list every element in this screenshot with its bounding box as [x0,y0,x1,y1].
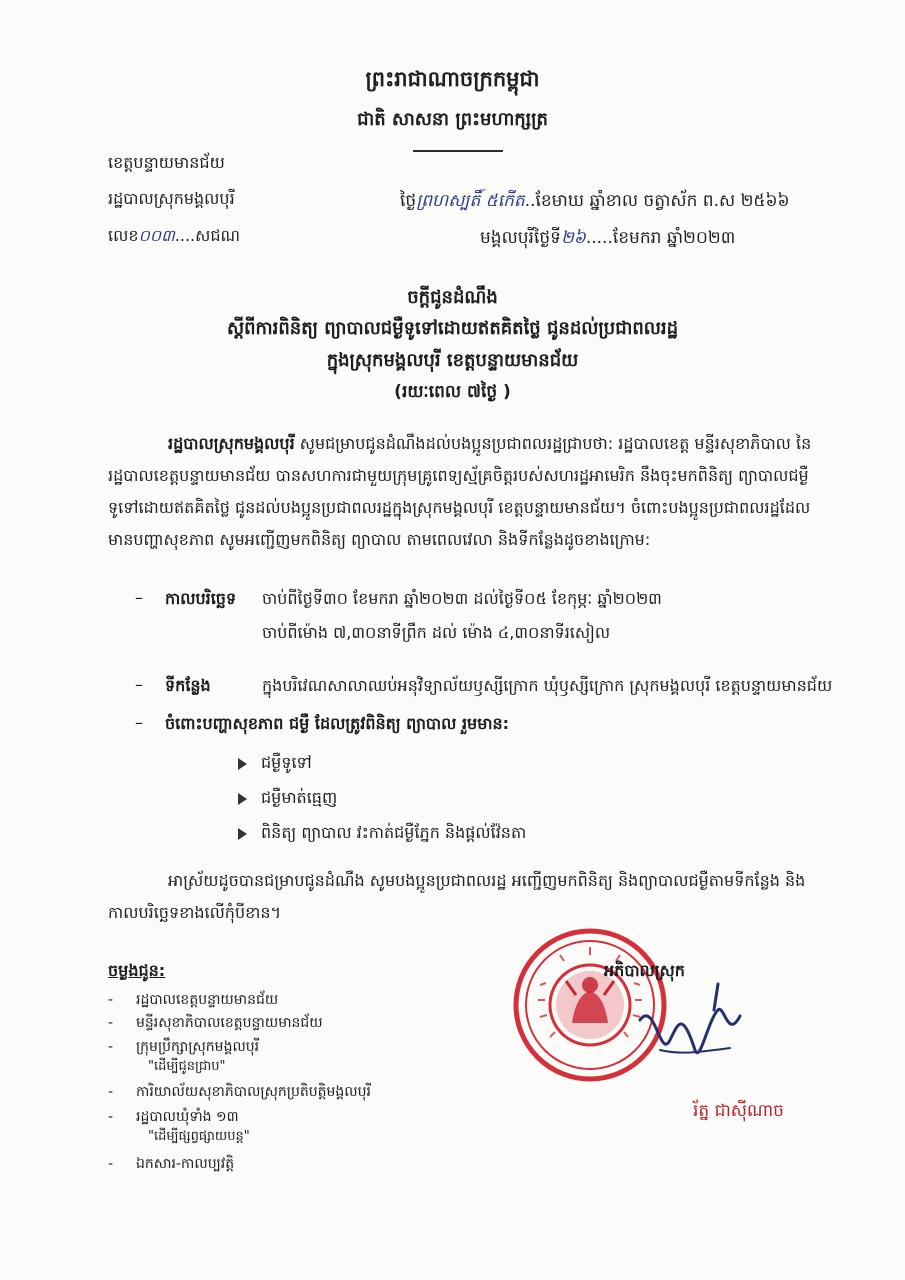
lunar-date-prefix: ថ្ងៃ [400,191,417,211]
problem-item: ជម្ងឺមាត់ធ្មេញ [238,787,337,811]
reference-handwritten: ០០៣ [138,226,175,245]
problems-label: ចំពោះបញ្ហាសុខភាព ជម្ងឺ ដែលត្រូវពិនិត្យ ព្យាបាល រួមមាន: [165,714,509,733]
cc-item: - រដ្ឋបាលខេត្តបន្ទាយមានជ័យ [108,992,279,1008]
dash-place: – [135,675,143,694]
cc-item: - ការិយាល័យសុខាភិបាលស្រុកប្រតិបត្តិមង្គលបុរី [108,1084,371,1100]
reference-prefix: លេខ [108,226,139,245]
signer-name: រ័ត្ន ជាស៊ីណាច [693,1101,784,1121]
notice-location: ក្នុងស្រុកមង្គលបុរី ខេត្តបន្ទាយមានជ័យ [326,350,579,371]
kingdom-heading: ព្រះរាជាណាចក្រកម្ពុជា [365,67,540,91]
header-divider [413,150,503,152]
cc-title: ចម្លងជូន: [108,961,166,980]
period-hours: ចាប់ពីម៉ោង ៧,៣០នាទីព្រឹក ដល់ ម៉ោង ៤,៣០នាទីរសៀល [262,623,611,642]
solar-date-prefix: មង្គលបុរីថ្ងៃទី [480,228,561,248]
dash-problems: – [135,713,143,732]
cc-note: "ដើម្បីផ្សព្វផ្សាយបន្ត" [148,1129,250,1144]
arrow-bullet-icon [238,793,247,805]
cc-note: "ដើម្បីជូនជ្រាប" [148,1059,226,1074]
place-label: ទីកន្លែង [165,676,211,695]
intro-paragraph [108,428,828,556]
cc-item: - មន្ទីរសុខាភិបាលខេត្តបន្ទាយមានជ័យ [108,1015,323,1031]
sender-district: រដ្ឋបាលស្រុកមង្គលបុរី [108,189,235,208]
cc-item: - រដ្ឋបាលឃុំទាំង ១៣ [108,1109,239,1125]
handwritten-signature-icon [600,980,750,1090]
notice-title: ចក្តីជូនដំណឹង [407,287,498,308]
lunar-date [400,190,790,215]
closing-paragraph: អាស្រ័យដូចបានជម្រាបជូនដំណឹង សូមបងប្អូនប្រជាពលរដ្ឋ អញ្ជើញមកពិនិត្យ និងព្យាបាលជម្ងឺតាមទីកន្លែង និងកាលបរិច្ឆេទខាងលើកុំបីខាន។ [108,871,806,922]
period-dates: ចាប់ពីថ្ងៃទី៣០ ខែមករា ឆ្នាំ២០២៣ ដល់ថ្ងៃទី០៥ ខែកុម្ភៈ ឆ្នាំ២០២៣ [262,589,662,608]
lunar-date-rest: ..ខែមាឃ ឆ្នាំខាល ចត្វាស័ក ព.ស ២៥៦៦ [524,191,790,211]
cc-item: - ក្រុមប្រឹក្សាស្រុកមង្គលបុរី [108,1039,260,1055]
notice-duration: (រយៈពេល ៧ថ្ងៃ ) [394,382,511,402]
arrow-bullet-icon [238,828,247,840]
reference-number [108,225,240,249]
notice-subject: ស្តីពីការពិនិត្យ ព្យាបាលជម្ងឺទូទៅដោយឥតគិតថ្លៃ ជូនដល់ប្រជាពលរដ្ឋ [226,318,679,339]
lunar-date-handwritten: ព្រហស្បតិ៍ ៥កើត [416,191,525,211]
problem-item: ជម្ងឺទូទៅ [238,752,312,776]
place-text: ក្នុងបរិវេណសាលាឈប់អនុវិទ្យាល័យឫស្សីក្រោក ឃុំឫស្សីក្រោក ស្រុកមង្គលបុរី ខេត្តបន្ទាយមានជ័យ [262,676,833,695]
solar-date-rest: .....ខែមករា ឆ្នាំ២០២៣ [585,228,736,248]
solar-date-handwritten: ២៦ [560,228,586,248]
signatory-title: អភិបាលស្រុក [604,961,685,980]
solar-date [480,227,735,252]
period-label: កាលបរិច្ឆេទ [165,589,237,608]
problem-item: ពិនិត្យ ព្យាបាល វះកាត់ជម្ងឺភ្នែក និងផ្តល់វ៉ែនតា [238,822,526,846]
cc-item: - ឯកសារ-កាលប្បវត្តិ [108,1156,235,1172]
dash-period: – [135,588,143,607]
reference-suffix: ....សជណ [174,226,241,245]
intro-text: សូមជម្រាបជូនដំណឹងដល់បងប្អូនប្រជាពលរដ្ឋជ្រាបថា: រដ្ឋបាលខេត្ត មន្ទីរសុខាភិបាល នៃរដ្ឋបាលខេត្តបន្ទាយមានជ័យ បានសហការជាមួយក្រុមគ្រូពេទ្យស្ម័គ្រចិត្តរបស់សហរដ្ឋអាមេរិក នឹងចុះមកពិនិត្យ ព្យាបាលជម្ងឺទូទៅដោយឥតគិតថ្លៃ ជូនដល់បងប្អូនប្រជាពលរដ្ឋក្នុងស្រុកមង្គលបុរី ខេត្តបន្ទាយមានជ័យ។ ចំពោះបងប្អូនប្រជាពលរដ្ឋដែលមានបញ្ហាសុខភាព សូមអញ្ជើញមកពិនិត្យ ព្យាបាល តាមពេលវេលា និងទីកន្លែងដូចខាងក្រោម: [108,434,812,549]
arrow-bullet-icon [238,758,247,770]
national-motto: ជាតិ សាសនា ព្រះមហាក្សត្រ [357,109,548,130]
intro-district: រដ្ឋបាលស្រុកមង្គលបុរី [168,434,295,453]
sender-province: ខេត្តបន្ទាយមានជ័យ [108,153,225,172]
